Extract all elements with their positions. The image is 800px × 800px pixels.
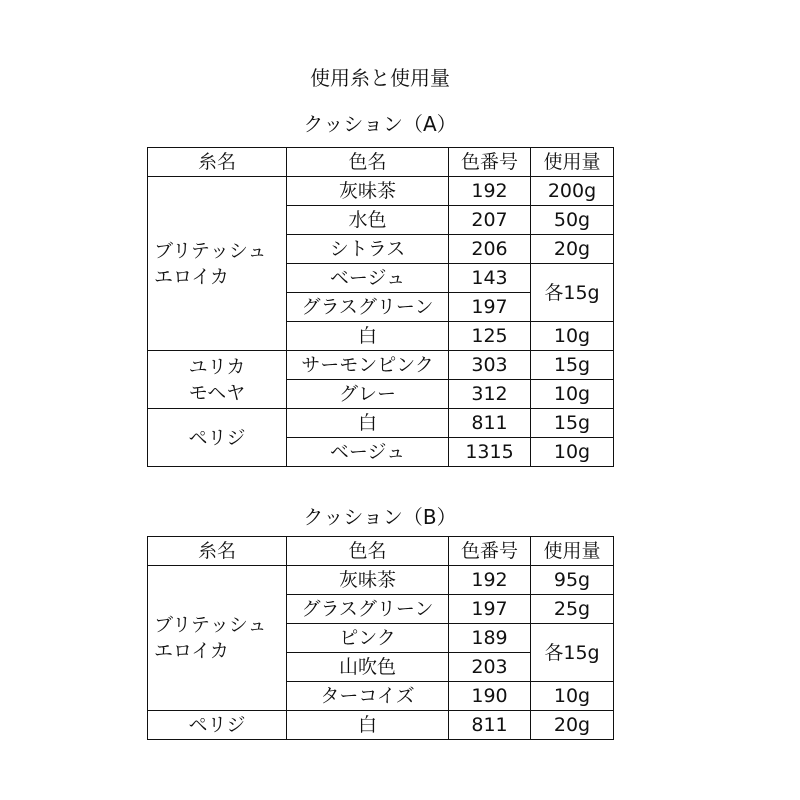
yarn-name-cell xyxy=(148,711,287,740)
color-no-cell: 189 xyxy=(449,624,531,653)
amount-cell: 10g xyxy=(531,438,614,467)
color-name-cell: ターコイズ xyxy=(287,682,449,711)
color-name-cell: 白 xyxy=(287,409,449,438)
header-yarn: 糸名 xyxy=(148,537,287,566)
color-name-cell: 水色 xyxy=(287,206,449,235)
amount-cell: 10g xyxy=(531,682,614,711)
table-row xyxy=(148,177,614,206)
yarn-name-line: ユリカ xyxy=(188,355,246,378)
yarn-name-line: ブリテッシュ xyxy=(154,239,267,262)
yarn-name-cell xyxy=(148,566,287,711)
amount-cell: 各15g xyxy=(531,264,614,322)
header-amount: 使用量 xyxy=(531,148,614,177)
color-no-cell: 303 xyxy=(449,351,531,380)
amount-cell: 200g xyxy=(531,177,614,206)
amount-cell: 15g xyxy=(531,351,614,380)
table-header-row xyxy=(148,148,614,177)
yarn-name-line: エロイカ xyxy=(154,640,229,662)
yarn-name-line: モヘヤ xyxy=(188,381,246,404)
color-name-cell: 白 xyxy=(287,322,449,351)
color-name-cell: ベージュ xyxy=(287,264,449,293)
table-header-row xyxy=(148,537,614,566)
color-no-cell: 190 xyxy=(449,682,531,711)
header-color-no: 色番号 xyxy=(449,537,531,566)
cushion-a-table xyxy=(147,147,614,467)
table-row xyxy=(148,566,614,595)
yarn-name-line: ペリジ xyxy=(188,426,246,449)
page-title: 使用糸と使用量 xyxy=(310,66,450,90)
color-no-cell: 811 xyxy=(449,409,531,438)
cushion-a-caption: クッション（A） xyxy=(303,112,457,136)
color-name-cell: グレー xyxy=(287,380,449,409)
color-no-cell: 206 xyxy=(449,235,531,264)
table-row xyxy=(148,409,614,438)
table-row xyxy=(148,711,614,740)
amount-cell: 10g xyxy=(531,322,614,351)
color-no-cell: 207 xyxy=(449,206,531,235)
color-no-cell: 312 xyxy=(449,380,531,409)
yarn-name-line: ペリジ xyxy=(188,714,246,736)
header-color-name: 色名 xyxy=(287,537,449,566)
yarn-name-cell xyxy=(148,177,287,351)
cushion-b-caption: クッション（B） xyxy=(303,505,457,529)
color-name-cell: シトラス xyxy=(287,235,449,264)
color-no-cell: 197 xyxy=(449,293,531,322)
color-no-cell: 143 xyxy=(449,264,531,293)
color-no-cell: 197 xyxy=(449,595,531,624)
color-name-cell: ベージュ xyxy=(287,438,449,467)
amount-cell: 各15g xyxy=(531,624,614,682)
header-amount: 使用量 xyxy=(531,537,614,566)
table-row xyxy=(148,351,614,380)
amount-cell: 25g xyxy=(531,595,614,624)
color-name-cell: 山吹色 xyxy=(287,653,449,682)
color-name-cell: 灰味茶 xyxy=(287,566,449,595)
color-no-cell: 125 xyxy=(449,322,531,351)
amount-cell: 15g xyxy=(531,409,614,438)
yarn-name-cell xyxy=(148,351,287,409)
color-name-cell: 灰味茶 xyxy=(287,177,449,206)
yarn-name-cell xyxy=(148,409,287,467)
color-no-cell: 811 xyxy=(449,711,531,740)
amount-cell: 20g xyxy=(531,235,614,264)
amount-cell: 95g xyxy=(531,566,614,595)
color-name-cell: サーモンピンク xyxy=(287,351,449,380)
cushion-b-table xyxy=(147,536,614,740)
yarn-name-line: ブリテッシュ xyxy=(154,614,267,636)
color-no-cell: 192 xyxy=(449,566,531,595)
color-no-cell: 192 xyxy=(449,177,531,206)
color-no-cell: 203 xyxy=(449,653,531,682)
amount-cell: 10g xyxy=(531,380,614,409)
color-name-cell: 白 xyxy=(287,711,449,740)
amount-cell: 50g xyxy=(531,206,614,235)
header-yarn: 糸名 xyxy=(148,148,287,177)
color-name-cell: グラスグリーン xyxy=(287,595,449,624)
color-no-cell: 1315 xyxy=(449,438,531,467)
color-name-cell: グラスグリーン xyxy=(287,293,449,322)
header-color-name: 色名 xyxy=(287,148,449,177)
color-name-cell: ピンク xyxy=(287,624,449,653)
amount-cell: 20g xyxy=(531,711,614,740)
yarn-name-line: エロイカ xyxy=(154,265,229,288)
header-color-no: 色番号 xyxy=(449,148,531,177)
